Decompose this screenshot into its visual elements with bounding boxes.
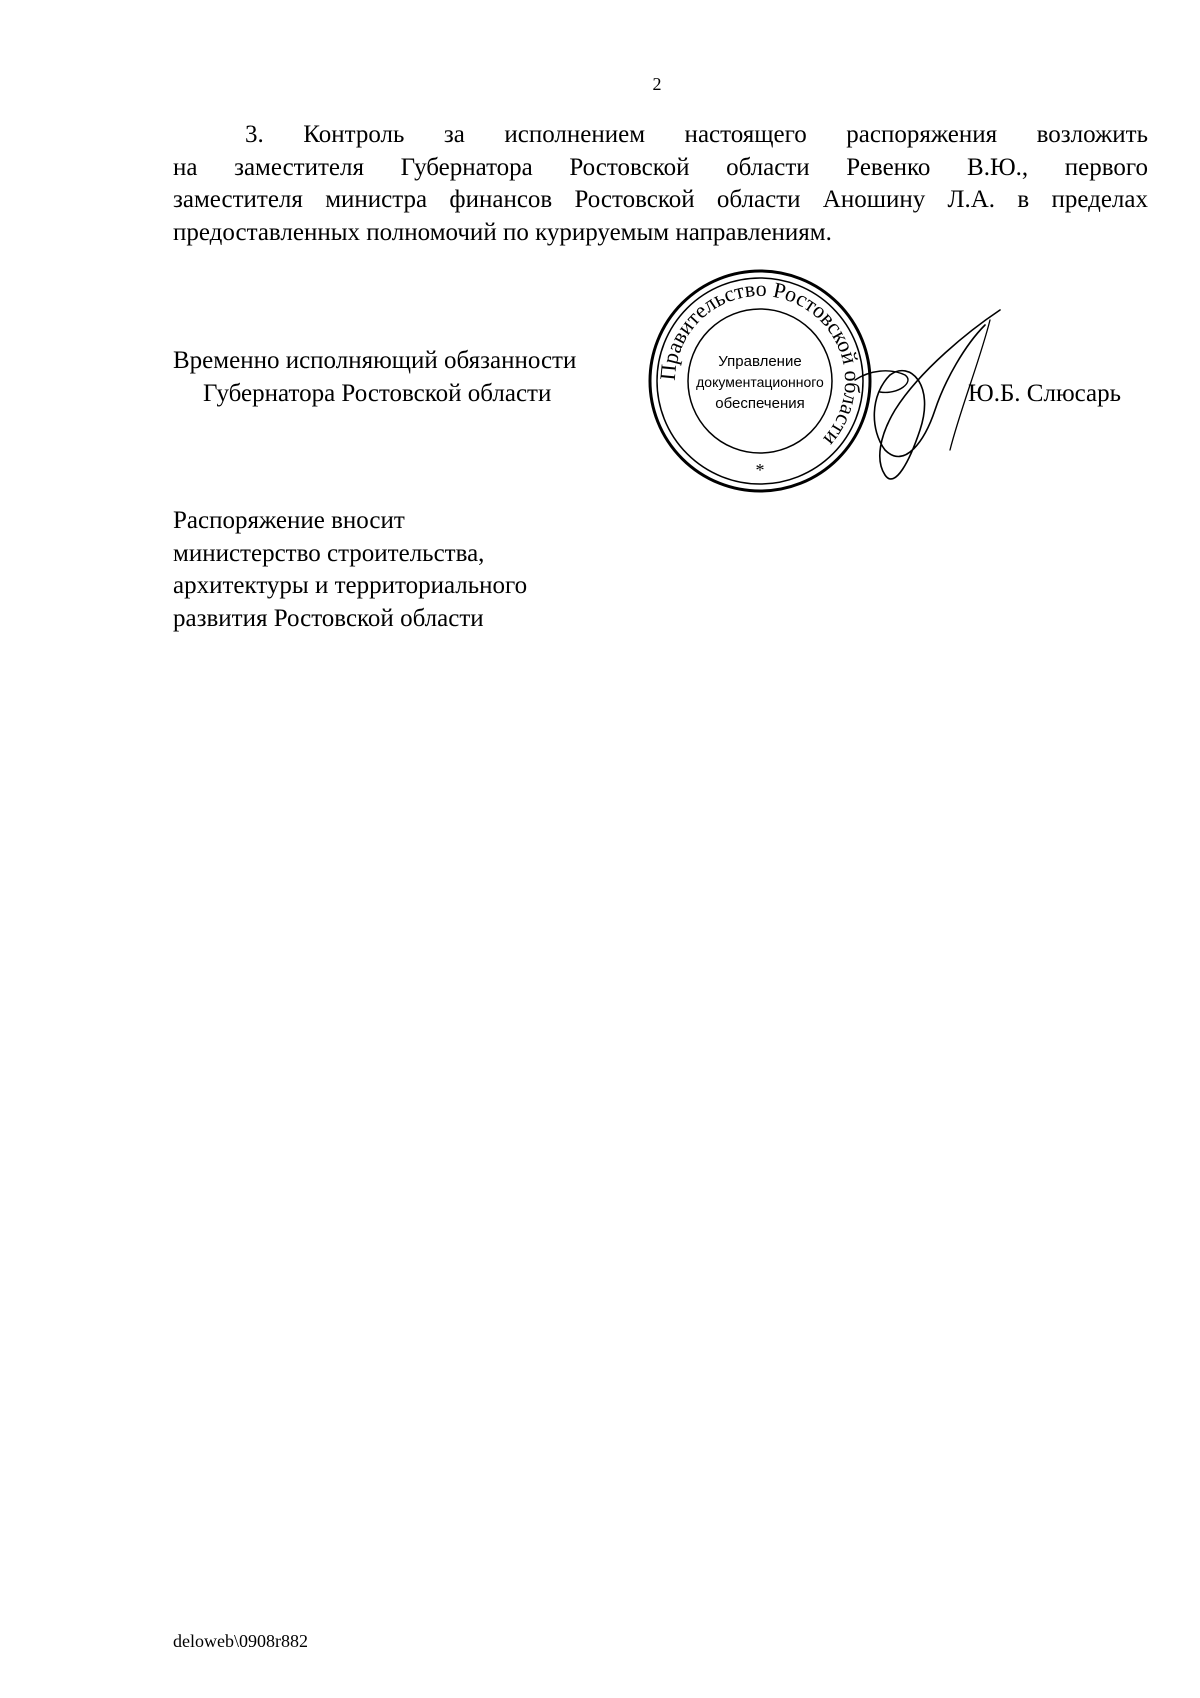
contributor-line: архитектуры и территориального xyxy=(173,572,528,599)
seal-inner-line: обеспечения xyxy=(715,395,805,412)
seal-outer-text: Правительство Ростовской области xyxy=(654,275,866,452)
contributor-line: Распоряжение вносит xyxy=(173,507,405,534)
seal-inner-line: Управление xyxy=(718,353,802,370)
signatory-line: Губернатора Ростовской области xyxy=(203,379,552,407)
document-code: deloweb\0908r882 xyxy=(173,1631,308,1651)
signatory-line: Временно исполняющий обязанности xyxy=(173,347,577,374)
contributor-line: министерство строительства, xyxy=(173,539,485,567)
seal-inner-line: документационного xyxy=(696,374,824,390)
contributor-note xyxy=(173,505,527,635)
body-paragraph xyxy=(173,119,1148,249)
contributor-line: развития Ростовской области xyxy=(173,604,484,632)
seal-star-icon: * xyxy=(755,460,765,480)
signatory-title xyxy=(173,345,576,410)
official-seal-stamp xyxy=(645,266,875,496)
paragraph-line: заместителя министра финансов Ростовской области Аношину Л.А. в пределах xyxy=(173,186,1148,213)
signer-name: Ю.Б. Слюсарь xyxy=(968,380,1122,407)
paragraph-line: на заместителя Губернатора Ростовской области Ревенко В.Ю., первого xyxy=(173,153,1148,181)
page-number: 2 xyxy=(652,74,662,94)
paragraph-line: 3. Контроль за исполнением настоящего распоряжения возложить xyxy=(245,121,1148,148)
paragraph-line: предоставленных полномочий по курируемым направлениям. xyxy=(173,218,832,246)
